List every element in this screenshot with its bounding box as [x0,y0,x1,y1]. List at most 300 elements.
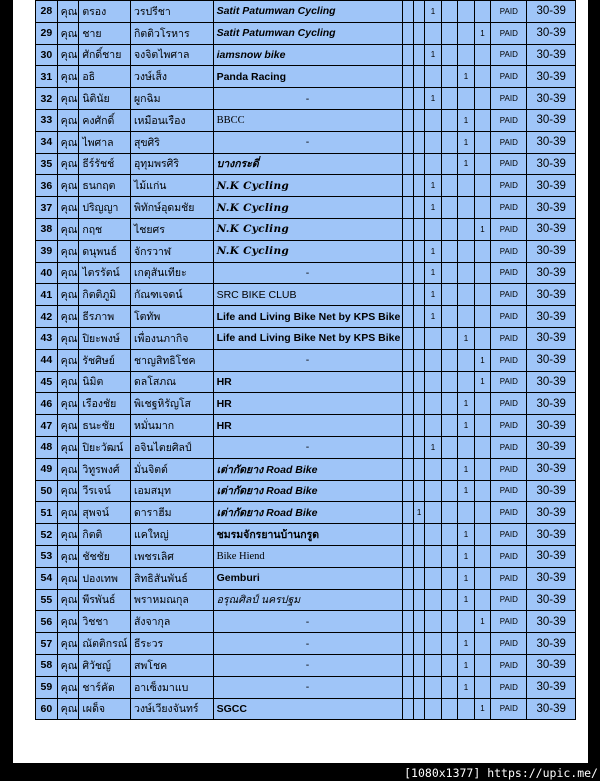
title-cell: คุณ [57,480,79,502]
first-name: ธนกฤต [79,175,131,197]
category-mark-cell [458,262,475,284]
category-mark-cell [425,393,442,415]
row-number: 57 [36,633,58,655]
club-name: Satit Patumwan Cycling [213,22,402,44]
first-name: ธีรภาพ [79,306,131,328]
category-mark-cell [402,240,413,262]
first-name: วีรเจน์ [79,480,131,502]
paid-status: PAID [491,66,527,88]
row-number: 41 [36,284,58,306]
paid-status: PAID [491,436,527,458]
category-mark-cell [425,415,442,437]
category-mark-cell [474,502,491,524]
category-mark-cell: 1 [458,633,475,655]
last-name: พิทักษ์อุดมชัย [130,197,213,219]
last-name: กิตติวโรหาร [130,22,213,44]
club-name: HR [213,415,402,437]
category-mark-cell [458,1,475,23]
first-name: กิตติ [79,524,131,546]
paid-status: PAID [491,131,527,153]
club-name: - [213,436,402,458]
paid-status: PAID [491,654,527,676]
category-mark-cell: 1 [458,109,475,131]
table-row [36,1,576,23]
table-row [36,22,576,44]
age-group: 30-39 [527,567,576,589]
category-mark-cell [441,436,458,458]
category-mark-cell [402,44,413,66]
age-group: 30-39 [527,218,576,240]
row-number: 32 [36,88,58,110]
row-number: 54 [36,567,58,589]
title-cell: คุณ [57,589,79,611]
category-mark-cell [402,371,413,393]
paid-status: PAID [491,502,527,524]
category-mark-cell [413,284,424,306]
last-name: ผูกฉิม [130,88,213,110]
last-name: แคใหญ่ [130,524,213,546]
first-name: อธิ [79,66,131,88]
category-mark-cell [413,131,424,153]
table-row [36,698,576,720]
category-mark-cell [441,633,458,655]
paid-status: PAID [491,393,527,415]
first-name: ปริญญา [79,197,131,219]
table-row [36,524,576,546]
category-mark-cell [425,502,442,524]
category-mark-cell: 1 [425,44,442,66]
category-mark-cell: 1 [425,175,442,197]
club-name: - [213,633,402,655]
club-name: BBCC [213,109,402,131]
first-name: กฤช [79,218,131,240]
category-mark-cell [458,240,475,262]
last-name: มั่นจิตต์ [130,458,213,480]
first-name: เรืองชัย [79,393,131,415]
category-mark-cell [413,567,424,589]
age-group: 30-39 [527,524,576,546]
row-number: 45 [36,371,58,393]
paid-status: PAID [491,153,527,175]
category-mark-cell [458,284,475,306]
paid-status: PAID [491,415,527,437]
first-name: วิชชา [79,611,131,633]
category-mark-cell: 1 [425,88,442,110]
paid-status: PAID [491,676,527,698]
paid-status: PAID [491,545,527,567]
table-row [36,611,576,633]
category-mark-cell: 1 [474,698,491,720]
first-name: ชาย [79,22,131,44]
first-name: เผด็จ [79,698,131,720]
category-mark-cell [425,698,442,720]
age-group: 30-39 [527,436,576,458]
paid-status: PAID [491,44,527,66]
category-mark-cell [425,349,442,371]
category-mark-cell [441,44,458,66]
title-cell: คุณ [57,109,79,131]
last-name: อาเซ็งมาแบ [130,676,213,698]
row-number: 37 [36,197,58,219]
table-row [36,567,576,589]
category-mark-cell [413,262,424,284]
table-body [36,1,576,720]
category-mark-cell: 1 [458,480,475,502]
club-name: SGCC [213,698,402,720]
category-mark-cell [425,66,442,88]
title-cell: คุณ [57,654,79,676]
paid-status: PAID [491,589,527,611]
category-mark-cell: 1 [458,327,475,349]
club-name: Life and Living Bike Net by KPS Bike [213,306,402,328]
title-cell: คุณ [57,611,79,633]
age-group: 30-39 [527,240,576,262]
row-number: 56 [36,611,58,633]
category-mark-cell [474,415,491,437]
table-row [36,393,576,415]
category-mark-cell [474,284,491,306]
category-mark-cell: 1 [474,349,491,371]
category-mark-cell [402,284,413,306]
last-name: กัณฑเจดน์ [130,284,213,306]
table-row [36,349,576,371]
title-cell: คุณ [57,153,79,175]
first-name: ไตรรัตน์ [79,262,131,284]
category-mark-cell [441,393,458,415]
category-mark-cell [413,22,424,44]
category-mark-cell [474,109,491,131]
category-mark-cell: 1 [425,284,442,306]
category-mark-cell [413,349,424,371]
age-group: 30-39 [527,502,576,524]
age-group: 30-39 [527,633,576,655]
category-mark-cell [413,197,424,219]
category-mark-cell [413,480,424,502]
category-mark-cell [413,306,424,328]
registration-table [35,0,576,720]
table-row [36,306,576,328]
club-name: - [213,131,402,153]
category-mark-cell [402,88,413,110]
category-mark-cell: 1 [474,22,491,44]
category-mark-cell [402,197,413,219]
category-mark-cell [402,262,413,284]
table-row [36,131,576,153]
first-name: นิตินัย [79,88,131,110]
age-group: 30-39 [527,262,576,284]
category-mark-cell [441,371,458,393]
category-mark-cell [413,153,424,175]
category-mark-cell [413,654,424,676]
title-cell: คุณ [57,262,79,284]
category-mark-cell [425,545,442,567]
category-mark-cell [474,567,491,589]
category-mark-cell: 1 [458,676,475,698]
age-group: 30-39 [527,306,576,328]
age-group: 30-39 [527,654,576,676]
category-mark-cell: 1 [458,524,475,546]
category-mark-cell [425,371,442,393]
category-mark-cell: 1 [474,371,491,393]
paid-status: PAID [491,567,527,589]
category-mark-cell: 1 [425,240,442,262]
category-mark-cell: 1 [458,153,475,175]
first-name: ศิวัชญ์ [79,654,131,676]
last-name: อจินไตยศิลป์ [130,436,213,458]
first-name: สุพจน์ [79,502,131,524]
paid-status: PAID [491,698,527,720]
table-row [36,109,576,131]
category-mark-cell [402,175,413,197]
title-cell: คุณ [57,415,79,437]
row-number: 49 [36,458,58,480]
category-mark-cell [402,458,413,480]
club-name: บางกระดี่ [213,153,402,175]
category-mark-cell [402,545,413,567]
table-row [36,589,576,611]
category-mark-cell [402,218,413,240]
last-name: เอมสมุท [130,480,213,502]
category-mark-cell: 1 [425,306,442,328]
category-mark-cell [413,589,424,611]
title-cell: คุณ [57,66,79,88]
category-mark-cell [458,436,475,458]
last-name: เกตุสันเทียะ [130,262,213,284]
last-name: โตทัพ [130,306,213,328]
first-name: ชัชชัย [79,545,131,567]
club-name: HR [213,371,402,393]
table-row [36,502,576,524]
category-mark-cell [413,88,424,110]
paid-status: PAID [491,1,527,23]
club-name: Gemburi [213,567,402,589]
category-mark-cell [441,611,458,633]
first-name: ชาร์คัด [79,676,131,698]
table-row [36,240,576,262]
category-mark-cell [441,1,458,23]
category-mark-cell [402,153,413,175]
category-mark-cell [425,22,442,44]
category-mark-cell [458,218,475,240]
category-mark-cell [474,153,491,175]
category-mark-cell [458,371,475,393]
last-name: ดาราฮีม [130,502,213,524]
category-mark-cell [425,567,442,589]
paid-status: PAID [491,349,527,371]
category-mark-cell [474,240,491,262]
category-mark-cell [413,218,424,240]
category-mark-cell [474,676,491,698]
age-group: 30-39 [527,676,576,698]
first-name: คงศักดิ์ [79,109,131,131]
age-group: 30-39 [527,44,576,66]
category-mark-cell: 1 [474,611,491,633]
age-group: 30-39 [527,589,576,611]
age-group: 30-39 [527,1,576,23]
title-cell: คุณ [57,240,79,262]
category-mark-cell [413,458,424,480]
category-mark-cell [474,545,491,567]
table-row [36,633,576,655]
category-mark-cell [413,524,424,546]
paid-status: PAID [491,88,527,110]
paid-status: PAID [491,175,527,197]
category-mark-cell [402,480,413,502]
category-mark-cell [402,349,413,371]
category-mark-cell [425,633,442,655]
category-mark-cell [474,436,491,458]
category-mark-cell: 1 [458,66,475,88]
category-mark-cell [441,458,458,480]
table-row [36,371,576,393]
table-row [36,654,576,676]
table-row [36,218,576,240]
category-mark-cell [413,371,424,393]
category-mark-cell [413,633,424,655]
category-mark-cell: 1 [458,589,475,611]
last-name: วงษ์เวียงจันทร์ [130,698,213,720]
category-mark-cell: 1 [425,262,442,284]
club-name: N.K Cycling [213,240,402,262]
category-mark-cell: 1 [425,1,442,23]
title-cell: คุณ [57,567,79,589]
category-mark-cell [402,22,413,44]
table-row [36,284,576,306]
row-number: 39 [36,240,58,262]
club-name: - [213,262,402,284]
category-mark-cell [402,589,413,611]
category-mark-cell [425,458,442,480]
age-group: 30-39 [527,153,576,175]
title-cell: คุณ [57,44,79,66]
category-mark-cell [441,654,458,676]
category-mark-cell [441,306,458,328]
first-name: ศักดิ์ชาย [79,44,131,66]
category-mark-cell [474,633,491,655]
club-name: Satit Patumwan Cycling [213,1,402,23]
row-number: 52 [36,524,58,546]
paid-status: PAID [491,109,527,131]
category-mark-cell: 1 [458,654,475,676]
last-name: พราหมณกุล [130,589,213,611]
category-mark-cell [441,284,458,306]
age-group: 30-39 [527,109,576,131]
table-row [36,66,576,88]
club-name: เต่ากัดยาง Road Bike [213,480,402,502]
club-name: - [213,88,402,110]
first-name: พีรพันธ์ [79,589,131,611]
club-name: Bike Hiend [213,545,402,567]
title-cell: คุณ [57,306,79,328]
table-row [36,262,576,284]
club-name: iamsnow bike [213,44,402,66]
first-name: ไพศาล [79,131,131,153]
category-mark-cell [402,1,413,23]
category-mark-cell [441,218,458,240]
category-mark-cell [441,262,458,284]
category-mark-cell [458,502,475,524]
last-name: ธีระวร [130,633,213,655]
age-group: 30-39 [527,611,576,633]
age-group: 30-39 [527,480,576,502]
age-group: 30-39 [527,197,576,219]
first-name: วิทูรพงศ์ [79,458,131,480]
title-cell: คุณ [57,458,79,480]
table-row [36,415,576,437]
category-mark-cell [402,698,413,720]
category-mark-cell [402,502,413,524]
row-number: 35 [36,153,58,175]
club-name: เต่ากัดยาง Road Bike [213,458,402,480]
paid-status: PAID [491,262,527,284]
title-cell: คุณ [57,393,79,415]
club-name: - [213,676,402,698]
category-mark-cell: 1 [458,545,475,567]
last-name: สพโชค [130,654,213,676]
first-name: ปิยะพงษ์ [79,327,131,349]
category-mark-cell [425,611,442,633]
category-mark-cell [441,22,458,44]
row-number: 55 [36,589,58,611]
age-group: 30-39 [527,284,576,306]
category-mark-cell: 1 [458,415,475,437]
first-name: ธีร์รัชช์ [79,153,131,175]
table-row [36,436,576,458]
category-mark-cell [413,393,424,415]
title-cell: คุณ [57,524,79,546]
category-mark-cell [402,633,413,655]
category-mark-cell [441,349,458,371]
category-mark-cell [441,109,458,131]
first-name: ตรอง [79,1,131,23]
row-number: 58 [36,654,58,676]
category-mark-cell [474,654,491,676]
category-mark-cell [458,175,475,197]
category-mark-cell [458,306,475,328]
title-cell: คุณ [57,218,79,240]
category-mark-cell [441,589,458,611]
first-name: ณัตติกรณ์ [79,633,131,655]
document-page [13,0,588,763]
category-mark-cell: 1 [458,458,475,480]
paid-status: PAID [491,22,527,44]
category-mark-cell [458,698,475,720]
age-group: 30-39 [527,327,576,349]
category-mark-cell [402,66,413,88]
row-number: 46 [36,393,58,415]
row-number: 40 [36,262,58,284]
last-name: เพื่องนภากิจ [130,327,213,349]
title-cell: คุณ [57,502,79,524]
table-row [36,153,576,175]
category-mark-cell: 1 [474,218,491,240]
category-mark-cell: 1 [425,436,442,458]
age-group: 30-39 [527,415,576,437]
category-mark-cell [402,393,413,415]
club-name: N.K Cycling [213,175,402,197]
age-group: 30-39 [527,371,576,393]
category-mark-cell [441,567,458,589]
age-group: 30-39 [527,545,576,567]
title-cell: คุณ [57,327,79,349]
last-name: ดลโสภณ [130,371,213,393]
paid-status: PAID [491,218,527,240]
category-mark-cell [458,611,475,633]
category-mark-cell: 1 [458,393,475,415]
paid-status: PAID [491,480,527,502]
first-name: ปองเทพ [79,567,131,589]
last-name: จักรวาฬ [130,240,213,262]
